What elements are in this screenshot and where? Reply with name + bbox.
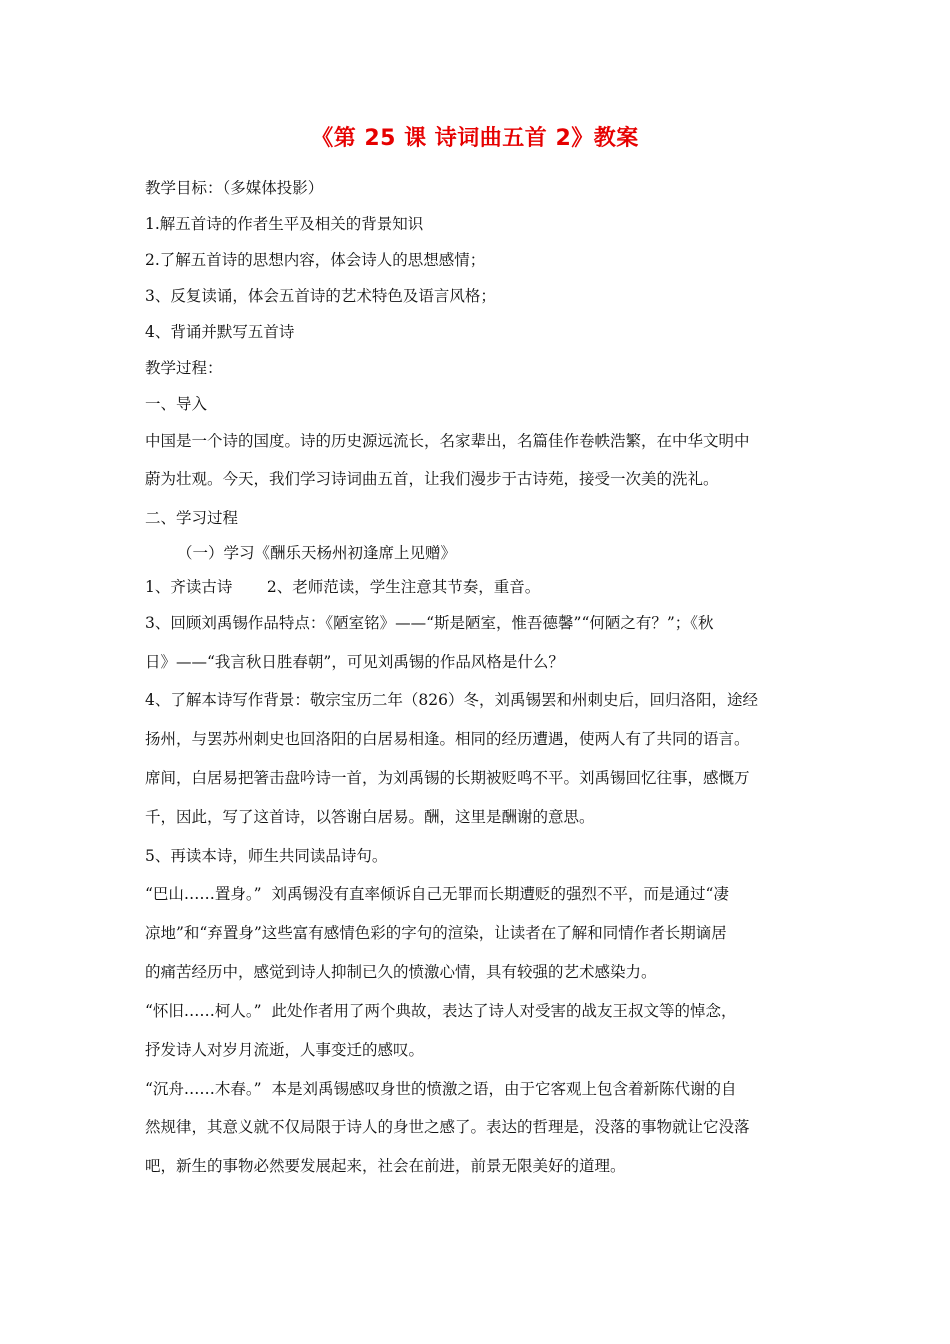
- document-title: 《第 25 课 诗词曲五首 2》教案: [311, 126, 639, 151]
- text-line: 5、再读本诗，师生共同读品诗句。: [145, 847, 388, 865]
- text-line: 教学目标：（多媒体投影）: [145, 179, 324, 197]
- text-line: 3、回顾刘禹锡作品特点：《陋室铭》——“斯是陋室，惟吾德馨”“何陋之有？”；《秋: [145, 614, 714, 632]
- text-line: 一、导入: [145, 395, 208, 413]
- text-line: 席间，白居易把箸击盘吟诗一首，为刘禹锡的长期被贬鸣不平。刘禹锡回忆往事，感慨万: [145, 769, 750, 787]
- text-line: 千，因此，写了这首诗，以答谢白居易。酬，这里是酬谢的意思。: [145, 808, 595, 826]
- text-line: “怀旧……柯人。” 此处作者用了两个典故，表达了诗人对受害的战友王叔文等的悼念，: [145, 1002, 737, 1020]
- text-line: 2.了解五首诗的思想内容，体会诗人的思想感情；: [145, 251, 486, 269]
- text-line: 1、齐读古诗 2、老师范读，学生注意其节奏，重音。: [145, 578, 541, 596]
- text-line: “沉舟……木春。” 本是刘禹锡感叹身世的愤激之语，由于它客观上包含着新陈代谢的自: [145, 1080, 737, 1098]
- text-line: 4、了解本诗写作背景：敬宗宝历二年（826）冬，刘禹锡罢和州刺史后，回归洛阳，途经: [145, 691, 758, 709]
- text-line: 中国是一个诗的国度。诗的历史源远流长，名家辈出，名篇佳作卷帙浩繁，在中华文明中: [145, 432, 750, 450]
- text-line: 日》——“我言秋日胜春朝”，可见刘禹锡的作品风格是什么？: [145, 653, 564, 671]
- text-line: 凉地”和“弃置身”这些富有感情色彩的字句的渲染，让读者在了解和同情作者长期谪居: [145, 924, 727, 942]
- text-line: 抒发诗人对岁月流逝，人事变迁的感叹。: [145, 1041, 425, 1059]
- text-line: 然规律，其意义就不仅局限于诗人的身世之感了。表达的哲理是，没落的事物就让它没落: [145, 1118, 750, 1136]
- text-line: （一）学习《酬乐天杨州初逢席上见赠》: [177, 544, 457, 562]
- text-line: 吧，新生的事物必然要发展起来，社会在前进，前景无限美好的道理。: [145, 1157, 626, 1175]
- text-line: 的痛苦经历中，感觉到诗人抑制已久的愤激心情，具有较强的艺术感染力。: [145, 963, 657, 981]
- text-line: 扬州，与罢苏州刺史也回洛阳的白居易相逢。相同的经历遭遇，使两人有了共同的语言。: [145, 730, 750, 748]
- text-line: “巴山……置身。” 刘禹锡没有直率倾诉自己无罪而长期遭贬的强烈不平，而是通过“凄: [145, 885, 729, 903]
- text-line: 1.解五首诗的作者生平及相关的背景知识: [145, 215, 424, 233]
- text-line: 蔚为壮观。今天，我们学习诗词曲五首，让我们漫步于古诗苑，接受一次美的洗礼。: [145, 470, 719, 488]
- text-line: 3、反复读诵，体会五首诗的艺术特色及语言风格；: [145, 287, 496, 305]
- text-line: 教学过程：: [145, 359, 223, 377]
- text-line: 二、学习过程: [145, 509, 239, 527]
- text-line: 4、背诵并默写五首诗: [145, 323, 295, 341]
